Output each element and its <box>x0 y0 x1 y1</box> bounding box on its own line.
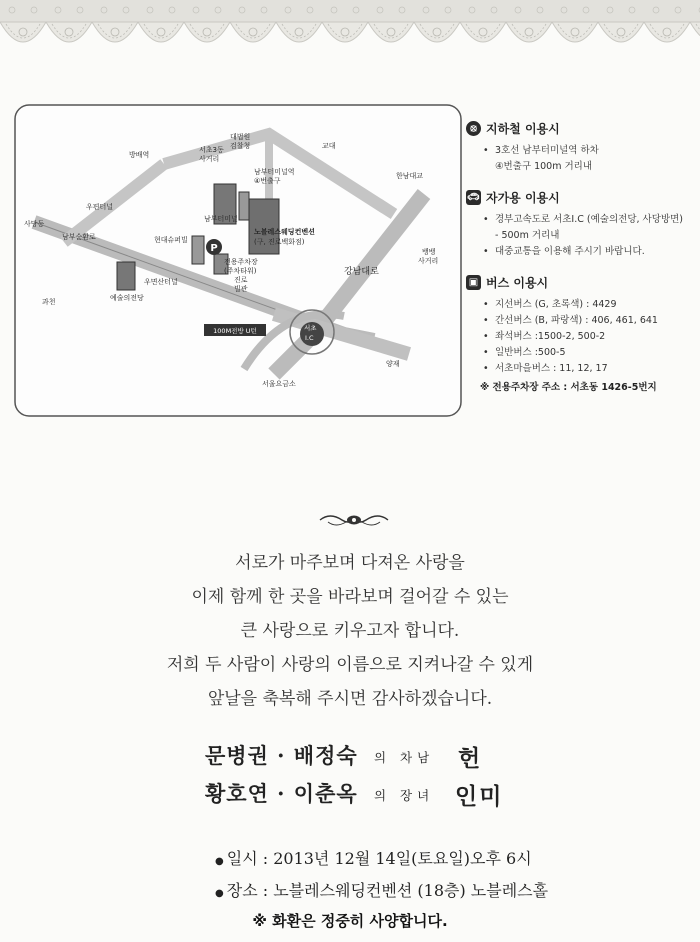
family-block <box>0 740 700 816</box>
groom-name: 헌 <box>458 745 483 772</box>
map-label: 사거리 <box>418 257 439 265</box>
map-label: 양재 <box>386 360 400 368</box>
map-label: 한남대교 <box>396 172 424 180</box>
map-label: 사당동 <box>24 220 45 228</box>
event-date: 일시 : 2013년 12월 14일(토요일)오후 6시 <box>226 849 532 868</box>
map-label: 전용주차장 <box>224 258 258 266</box>
map-label: 남부터미널역 <box>254 168 295 176</box>
map-label: 서초3동 <box>199 146 224 154</box>
map-label: 뱅뱅 <box>422 248 436 256</box>
flower-notice: ※ 화환은 정중히 사양합니다. <box>252 912 448 930</box>
car-item: - 500m 거리내 <box>495 230 560 241</box>
subway-item: 3호선 남부터미널역 하차 <box>495 145 599 156</box>
map-label: 진로 <box>234 276 248 284</box>
map-label: 과천 <box>42 298 56 306</box>
car-icon: 🚗︎ <box>467 192 480 203</box>
bus-item: 좌석버스 :1500-2, 500-2 <box>495 331 606 342</box>
subway-section: ⦻ 지하철 이용시 • 3호선 남부터미널역 하차 ④번출구 100m 거리내 <box>466 120 696 175</box>
bride-parents: 황호연 · 이춘옥 <box>205 781 358 806</box>
map-label: 교대 <box>322 142 336 150</box>
map-label: 예술의전당 <box>110 294 144 302</box>
car-item: 대중교통을 이용해 주시기 바랍니다. <box>495 246 645 257</box>
parking-badge: P <box>210 243 218 254</box>
map-label: 검찰청 <box>230 142 251 150</box>
map-label: 노블레스웨딩컨벤션 <box>254 228 315 236</box>
map-label: ④번출구 <box>254 177 281 185</box>
bus-item: 간선버스 (B, 파랑색) : 406, 461, 641 <box>495 315 658 326</box>
map-label: 현대슈퍼빌 <box>154 236 188 244</box>
bus-icon: ▣ <box>466 275 481 290</box>
map-label: 사거리 <box>199 155 220 163</box>
bus-item: 일반버스 :500-5 <box>495 347 566 358</box>
subway-item: ④번출구 100m 거리내 <box>495 161 593 172</box>
bullet-icon: ● <box>215 856 224 867</box>
bus-title: 버스 이용시 <box>486 276 549 290</box>
transport-guide <box>466 120 696 407</box>
map-label: (구, 진로백화점) <box>254 238 305 246</box>
bus-item: 지선버스 (G, 초록색) : 4429 <box>495 299 617 310</box>
map-label: 우편터널 <box>86 203 114 211</box>
car-item: 경부고속도로 서초I.C (예술의전당, 사당방면) <box>495 214 683 225</box>
subway-icon: ⦻ <box>466 121 481 136</box>
map-label: 대법원 <box>230 133 251 141</box>
groom-parents: 문병권 · 배정숙 <box>205 743 358 768</box>
message-line: 저희 두 사람이 사랑의 이름으로 지켜나갈 수 있게 <box>166 655 534 675</box>
place-row <box>215 878 548 901</box>
message-line: 이제 함께 한 곳을 바라보며 걸어갈 수 있는 <box>191 587 509 607</box>
message-line: 앞날을 축복해 주시면 감사하겠습니다. <box>207 689 493 709</box>
subway-title: 지하철 이용시 <box>486 122 560 136</box>
map-label: 서울요금소 <box>262 380 296 388</box>
bullet-icon: ● <box>215 888 224 899</box>
parking-note: ※ 전용주차장 주소 : 서초동 1426-5번지 <box>480 382 657 393</box>
map-label: 강남대로 <box>344 267 379 277</box>
location-map <box>14 104 462 417</box>
map-label: 남부터미널 <box>204 215 238 223</box>
map-label: 빌관 <box>234 285 248 293</box>
map-label: 우면산터널 <box>144 278 178 286</box>
bus-section: ▣ 버스 이용시 • 지선버스 (G, 초록색) : 4429 • 간선버스 (B, 파랑색) : 406, 461, 641 • 좌석버스 :1500-2, 500-2 • 일반버스 :500-5 • 서초마을버스 : 11, 12, 17 ※ 전용주차장 주소 : 서초동 1426-5번지 <box>466 274 696 393</box>
map-label: (주차타워) <box>224 267 257 275</box>
lace-border <box>0 0 700 62</box>
message-line: 서로가 마주보며 다져온 사랑을 <box>235 553 465 573</box>
map-label: 방배역 <box>129 151 150 159</box>
groom-row <box>0 740 700 778</box>
message-line: 큰 사랑으로 키우고자 합니다. <box>240 621 460 641</box>
groom-relation: 의 차남 <box>374 750 435 765</box>
ornament-icon <box>318 512 390 528</box>
bride-name: 인미 <box>455 783 504 810</box>
map-label: I.C <box>305 334 314 342</box>
car-title: 자가용 이용시 <box>486 191 560 205</box>
uturn-badge: 100M전방 U턴 <box>213 327 257 335</box>
map-label: 서초 <box>304 324 317 332</box>
invitation-message <box>0 546 700 716</box>
bus-item: 서초마을버스 : 11, 12, 17 <box>495 363 608 374</box>
car-section: 🚗︎ 자가용 이용시 • 경부고속도로 서초I.C (예술의전당, 사당방면) - 500m 거리내 • 대중교통을 이용해 주시기 바랍니다. <box>466 189 696 260</box>
bride-relation: 의 장녀 <box>374 788 435 803</box>
map-label: 남부순환로 <box>62 233 96 241</box>
date-row <box>215 846 532 869</box>
event-place: 장소 : 노블레스웨딩컨벤션 (18층) 노블레스홀 <box>226 881 549 900</box>
bride-row <box>0 778 700 816</box>
